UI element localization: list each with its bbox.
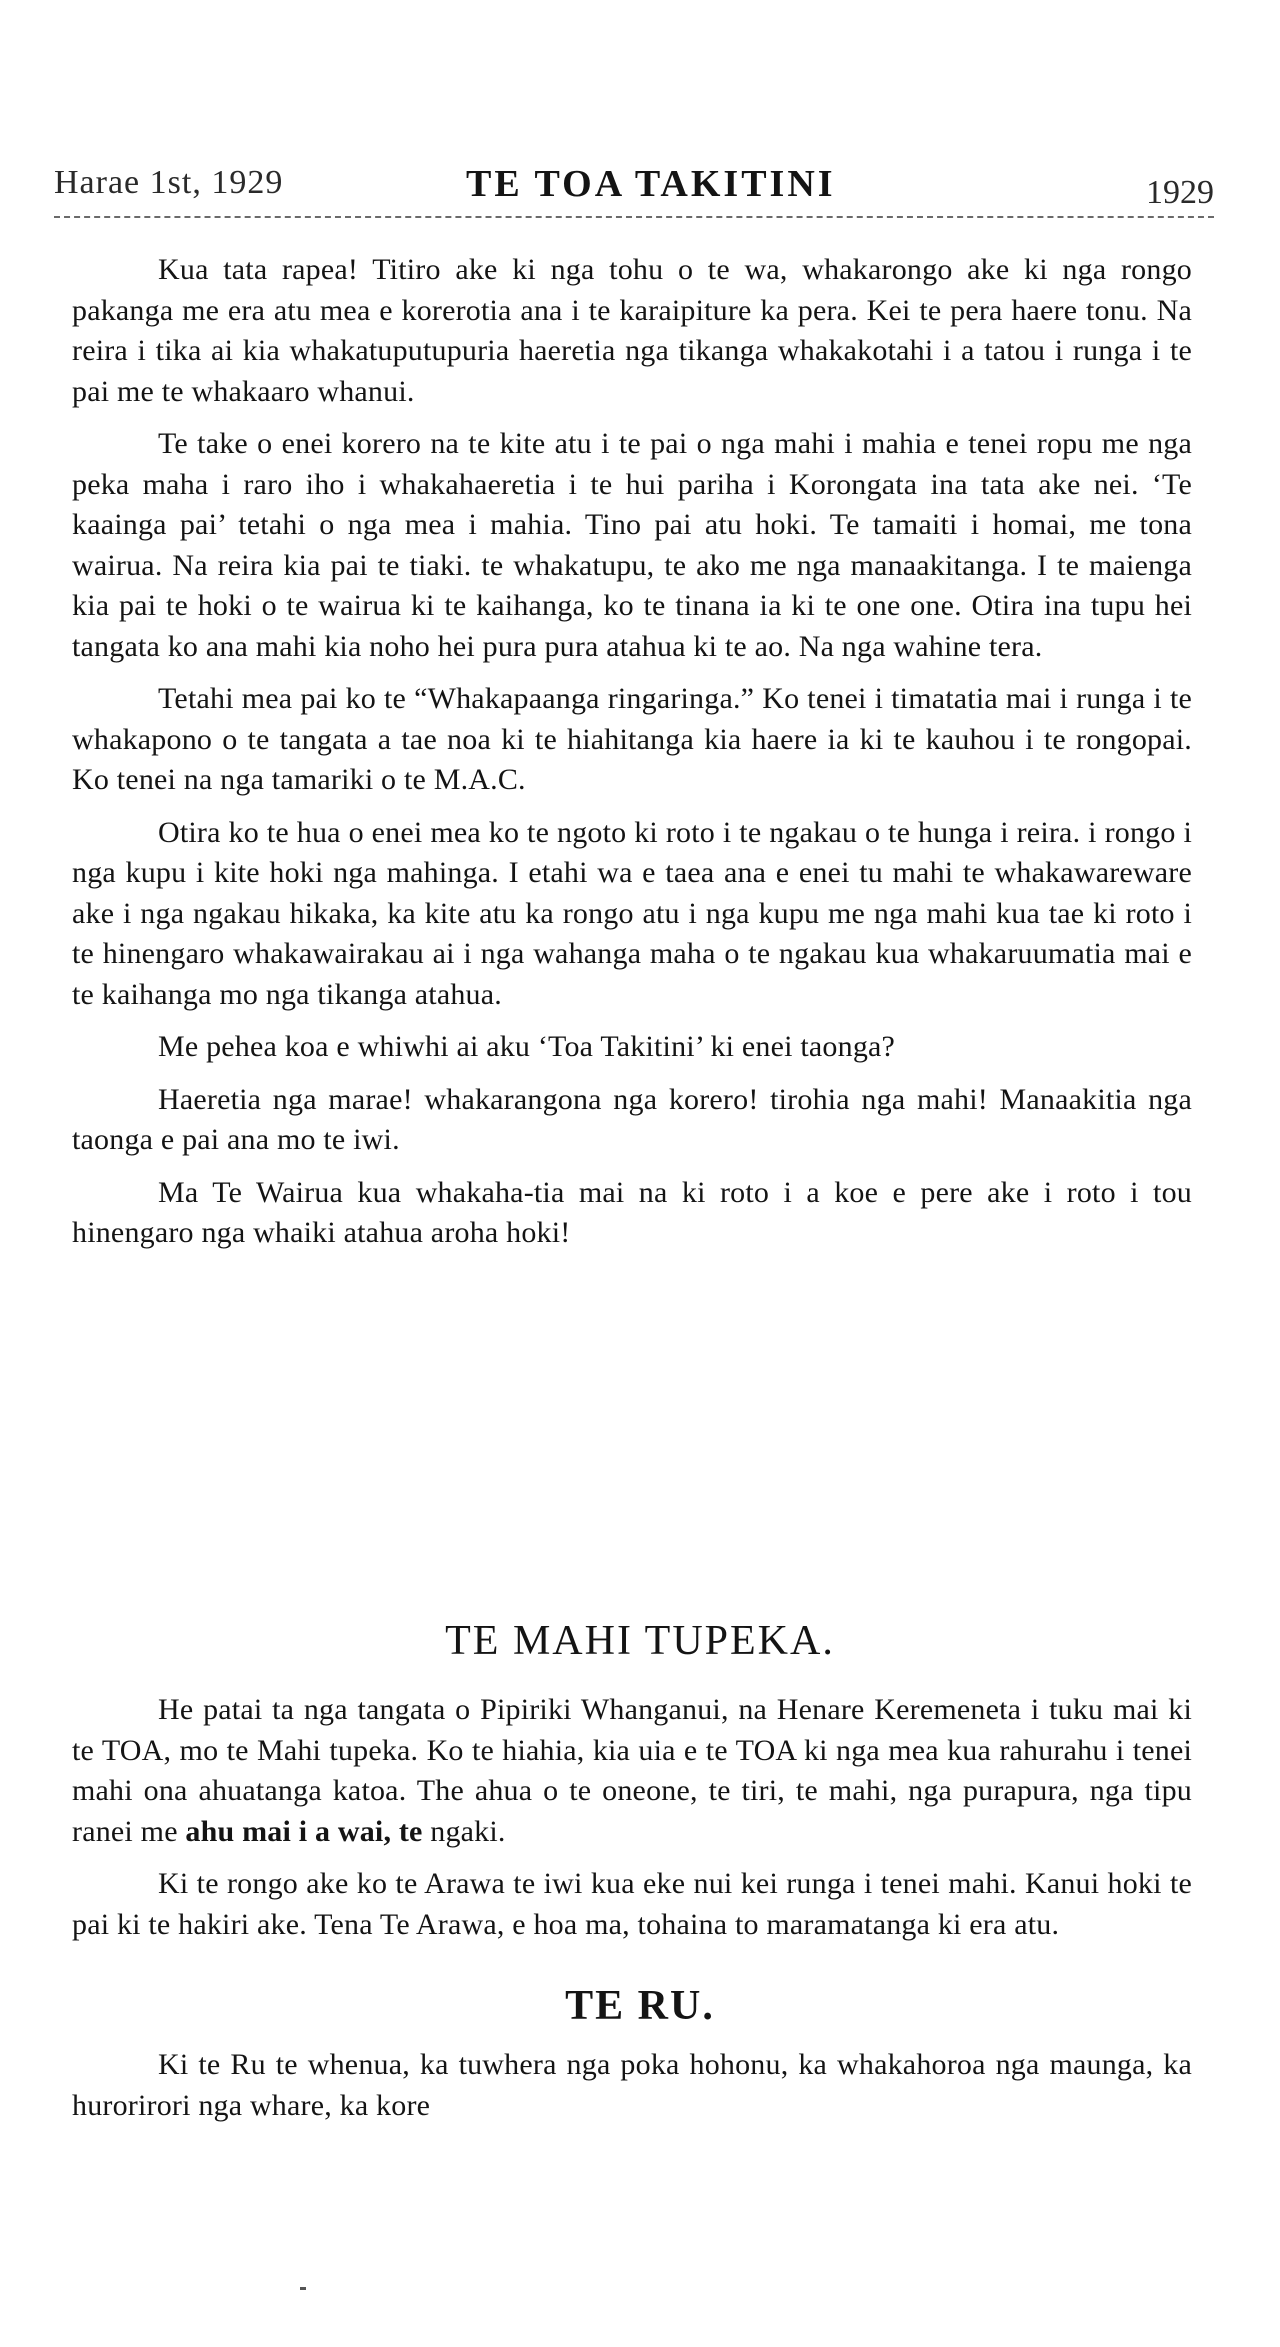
heading-text: TE MAHI TUPEKA. — [445, 1618, 835, 1664]
page-number: 1929 — [1146, 174, 1214, 211]
paragraph-text: He patai ta nga tangata o Pipiriki Whanganui, na Henare Keremeneta i tuku mai ki te TOA, mo te Mahi tupeka. Ko te hiahia, kia uia e te TOA ki nga mea kua rahurahu i tenei mahi ona ahuatanga katoa. The ahua o te oneone, te tiri, te mahi, nga purapura, nga tipu ranei me — [72, 1693, 1192, 1848]
paragraph-text-end: ngaki. — [430, 1814, 506, 1848]
section-heading-te-ru — [0, 1982, 1280, 2030]
paragraph — [72, 1690, 1192, 1852]
te-ru-section — [72, 2045, 1192, 2138]
paragraph: Ki te rongo ake ko te Arawa te iwi kua eke nui kei runga i tenei mahi. Kanui hoki te pai ki te hakiri ake. Tena Te Arawa, e hoa ma, tohaina to maramatanga ki era atu. — [72, 1867, 1192, 1941]
newspaper-title: TE TOA TAKITINI — [466, 163, 836, 205]
paragraph: Me pehea koa e whiwhi ai aku ‘Toa Takitini’ ki enei taonga? — [158, 1030, 896, 1063]
header-rule — [54, 216, 1214, 218]
issue-date: Harae 1st, 1929 — [54, 164, 284, 201]
paragraph: Ki te Ru te whenua, ka tuwhera nga poka hohonu, ka whakahoroa nga maunga, ka hurorirori nga whare, ka kore — [72, 2048, 1192, 2122]
bold-phrase: ahu mai i a wai, te — [185, 1814, 423, 1848]
paragraph: Haeretia nga marae! whakarangona nga korero! tirohia nga mahi! Manaakitia nga taonga e pai ana mo te iwi. — [72, 1082, 1192, 1156]
paragraph: Ma Te Wairua kua whakaha-tia mai na ki roto i a koe e pere ake i roto i tou hinengaro nga whaiki atahua aroha hoki! — [72, 1175, 1192, 1249]
paragraph: Kua tata rapea! Titiro ake ki nga tohu o te wa, whakarongo ake ki nga rongo pakanga me era atu mea e korerotia ana i te karaipiture ka pera. Kei te pera haere tonu. Na reira i tika ai kia whakatuputupuria haeretia nga tikanga whakakotahi i a tatou i runga i te pai me te whakaaro whanui. — [72, 253, 1192, 408]
paragraph: Otira ko te hua o enei mea ko te ngoto ki roto i te ngakau o te hunga i reira. i rongo i nga kupu i kite hoki nga mahinga. I etahi wa e taea ana e enei tu mahi te whakawareware ake i nga ngakau hikaka, ka kite atu ka rongo atu i nga kupu me nga mahi kua tae ki roto i te hinengaro whakawairakau ai i nga wahanga maha o te ngakau kua whakaruumatia mai e te kaihanga mo nga tikanga atahua. — [72, 815, 1192, 1011]
paragraph: Tetahi mea pai ko te “Whakapaanga ringaringa.” Ko tenei i timatatia mai i runga i te whakapono o te tangata a tae noa ki te hiahitanga kia haere ia ki te kauhou i te rongopai. Ko tenei na nga tamariki o te M.A.C. — [72, 682, 1192, 796]
article-opening-section — [72, 250, 1192, 1266]
paragraph: Te take o enei korero na te kite atu i te pai o nga mahi i mahia e tenei ropu me nga peka maha i raro iho i whakahaeretia i te hui pariha i Korongata ina tata ake nei. ‘Te kaainga pai’ tetahi o nga mea i mahia. Tino pai atu hoki. Te tamaiti i homai, me tona wairua. Na reira kia pai te tiaki. te whakatupu, te ako me nga manaakitanga. I te maienga kia pai te hoki o te wairua ki te kaihanga, ko te tinana ia ki te one one. Otira ina tupu hei tangata ko ana mahi kia noho hei pura pura atahua ki te ao. Na nga wahine tera. — [72, 427, 1192, 663]
page-header — [54, 160, 1214, 220]
heading-text: TE RU. — [565, 1983, 715, 2029]
section-heading-mahi-tupeka — [0, 1617, 1280, 1665]
print-speck — [300, 2287, 306, 2290]
mahi-tupeka-section — [72, 1690, 1192, 1957]
